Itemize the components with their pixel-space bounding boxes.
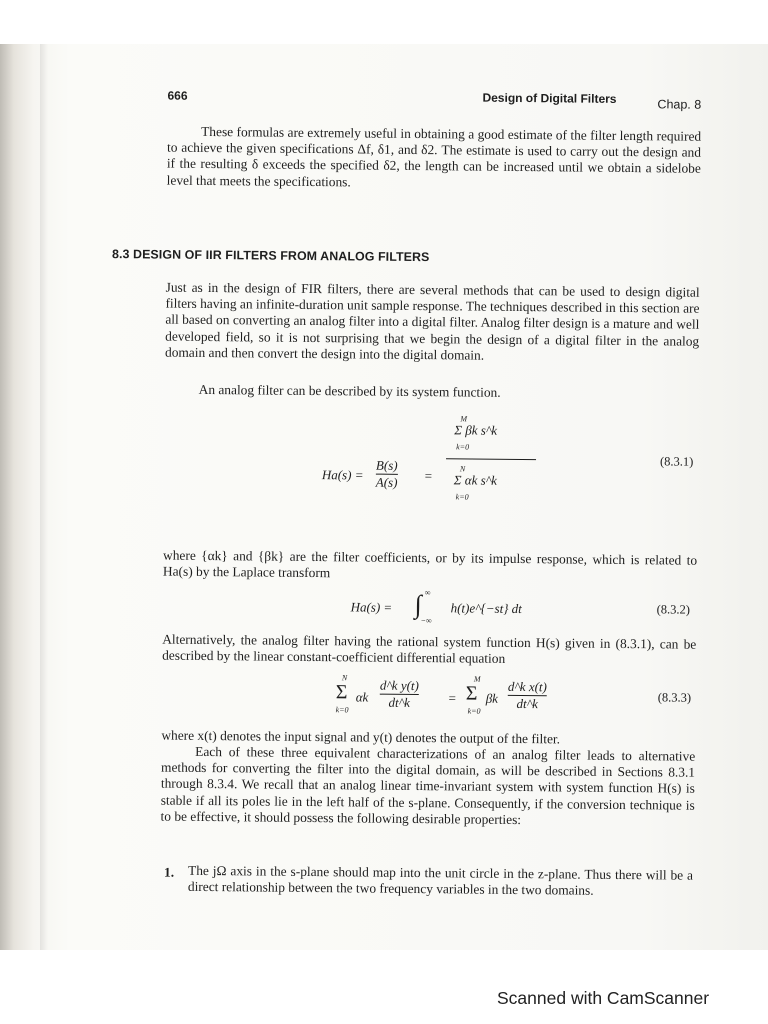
equation-8-3-2: Ha(s) = ∞ ∫ −∞ h(t)e^{−st} dt (8.3.2) xyxy=(350,588,690,626)
paragraph-iir-methods: Just as in the design of FIR filters, there are several methods that can be used to design digital filters having an infinite-duration unit sample response. The techniques described in this section are all based on converting an analog filter into a digital filter. Analog filter design is a mature and well developed field, so it is not surprising that we begin the design of a digital filter in the analog domain and then convert the design into the digital domain. xyxy=(164,279,700,363)
list-item-number: 1. xyxy=(163,864,175,880)
paragraph-system-function-intro: An analog filter can be described by its system function. xyxy=(198,381,501,400)
paragraph-conversion-properties: Each of these three equivalent characterizations of an analog filter leads to alternative methods for converting the filter into the digital domain, as will be described in Sections 8.3.1 through 8.3.4. We recall that an analog linear time-invariant system with system function H(s) is stable if all its poles lie in the left half of the s-plane. Consequently, if the conversion technique is to be effective, it should possess the following desirable properties: xyxy=(160,743,696,827)
eq1-label: (8.3.1) xyxy=(659,454,694,469)
eq1-numerator: B(s) xyxy=(375,457,398,473)
chapter-label: Chap. 8 xyxy=(657,97,702,112)
section-heading: 8.3 DESIGN OF IIR FILTERS FROM ANALOG FILTERS xyxy=(111,247,430,265)
eq1-ratio xyxy=(376,458,398,491)
list-item-text: The jΩ axis in the s-plane should map into the unit circle in the z-plane. Thus there will be a direct relationship between the two frequency variables in the two domains. xyxy=(187,862,694,898)
scanned-page xyxy=(0,44,768,950)
eq1-equals: = xyxy=(423,468,433,484)
eq3-right-derivative: d^k x(t) dt^k xyxy=(507,678,547,712)
page-number: 666 xyxy=(167,88,188,103)
eq1-denominator: A(s) xyxy=(375,474,398,490)
page-content xyxy=(0,44,768,950)
paragraph-signals: where x(t) denotes the input signal and y(t) denotes the output of the filter. xyxy=(161,727,561,747)
eq3-equals: = xyxy=(447,690,457,706)
eq1-lhs: Ha(s) = xyxy=(321,467,364,483)
eq2-integrand: h(t)e^{−st} dt xyxy=(450,600,522,617)
paragraph-differential-intro: Alternatively, the analog filter having the rational system function H(s) given in (8.3.1), can be described by the linear constant-coefficient differential equation xyxy=(162,631,697,667)
eq2-integral: ∫ xyxy=(414,590,422,620)
eq3-right-coef: βk xyxy=(485,690,499,706)
eq2-lhs: Ha(s) = xyxy=(350,599,393,615)
eq1-sum-denominator: Σ αk s^k xyxy=(453,472,498,488)
eq1-sum-numerator: Σ βk s^k xyxy=(454,422,498,438)
paragraph-intro: These formulas are extremely useful in obtaining a good estimate of the filter length required to achieve the given specifications Δf, δ1, and δ2. The estimate is used to carry out the design and if the resulting δ exceeds the specified δ2, the length can be increased until we obtain a sidelobe level that meets the specifications. xyxy=(166,123,702,189)
equation-8-3-1 xyxy=(321,413,702,545)
paragraph-coefficients: where {αk} and {βk} are the filter coefficients, or by its impulse response, which is related to Ha(s) by the Laplace transform xyxy=(162,547,698,581)
eq3-left-coef: αk xyxy=(355,689,369,705)
eq3-right-sigma: Σ xyxy=(465,682,478,705)
equation-8-3-3: N Σ k=0 αk d^k y(t) dt^k = M Σ k=0 βk d^k x(t) dt^k (8.3.3) xyxy=(335,673,692,716)
eq3-label: (8.3.3) xyxy=(657,690,692,705)
camscanner-watermark: Scanned with CamScanner xyxy=(497,988,710,1008)
eq3-left-derivative: d^k y(t) dt^k xyxy=(379,677,419,710)
eq1-sum-fraction: M Σ βk s^k k=0 N Σ αk s^k k=0 xyxy=(445,414,536,543)
chapter-title: Design of Digital Filters xyxy=(482,90,617,106)
eq3-left-sigma: Σ xyxy=(335,681,348,704)
eq2-label: (8.3.2) xyxy=(656,602,690,617)
